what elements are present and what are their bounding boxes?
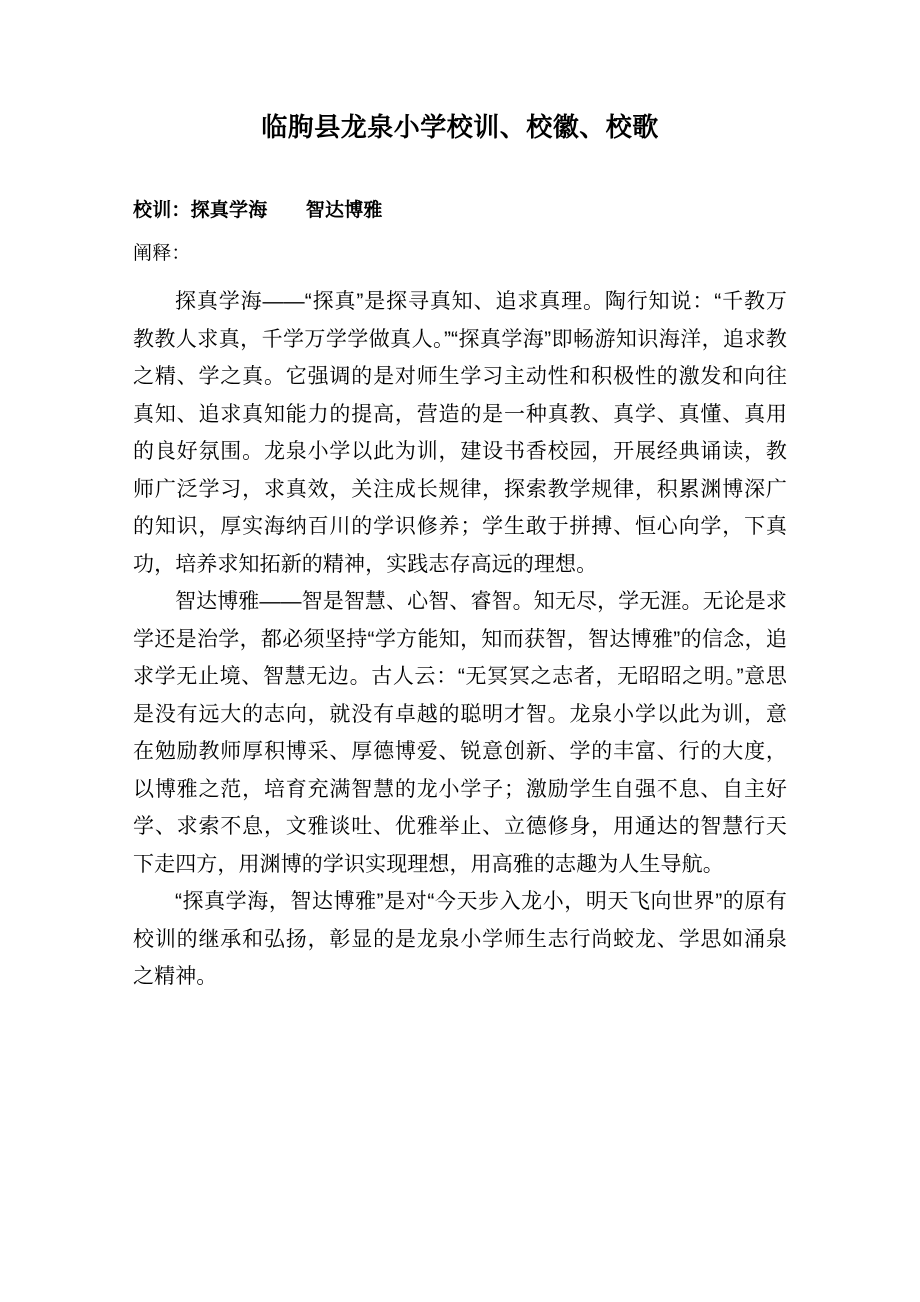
document-content bbox=[133, 0, 787, 996]
paragraph-conclusion: “探真学海，智达博雅”是对“今天步入龙小，明天飞向世界”的原有校训的继承和弘扬，彰显的是龙泉小学师生志行尚蛟龙、学思如涌泉之精神。 bbox=[133, 890, 787, 988]
page-title: 临朐县龙泉小学校训、校徽、校歌 bbox=[261, 112, 659, 142]
paragraph-zhida-boya: 智达博雅——智是智慧、心智、睿智。知无尽，学无涯。无论是求学还是治学，都必须坚持“学方能知，知而获智，智达博雅”的信念，追求学无止境、智慧无边。古人云：“无冥冥之志者，无昭昭之明。”意思是没有远大的志向，就没有卓越的聪明才智。龙泉小学以此为训，意在勉励教师厚积博采、厚德博爱、锐意创新、学的丰富、行的大度，以博雅之范，培育充满智慧的龙小学子；激励学生自强不息、自主好学、求索不息，文雅谈吐、优雅举止、立德修身，用通达的智慧行天下走四方，用渊博的学识实现理想，用高雅的志趣为人生导航。 bbox=[133, 590, 787, 876]
paragraph-tanzhen-xuehai: 探真学海——“探真”是探寻真知、追求真理。陶行知说：“千教万教教人求真，千学万学学做真人。”“探真学海”即畅游知识海洋，追求教之精、学之真。它强调的是对师生学习主动性和积极性的激发和向往真知、追求真知能力的提高，营造的是一种真教、真学、真懂、真用的良好氛围。龙泉小学以此为训，建设书香校园，开展经典诵读，教师广泛学习，求真效，关注成长规律，探索教学规律，积累渊博深广的知识，厚实海纳百川的学识修养；学生敢于拼搏、恒心向学，下真功，培养求知拓新的精神，实践志存高远的理想。 bbox=[133, 290, 787, 576]
section-label-explanation: 阐释： bbox=[133, 243, 191, 264]
motto-heading: 校训：探真学海 智达博雅 bbox=[133, 200, 383, 221]
